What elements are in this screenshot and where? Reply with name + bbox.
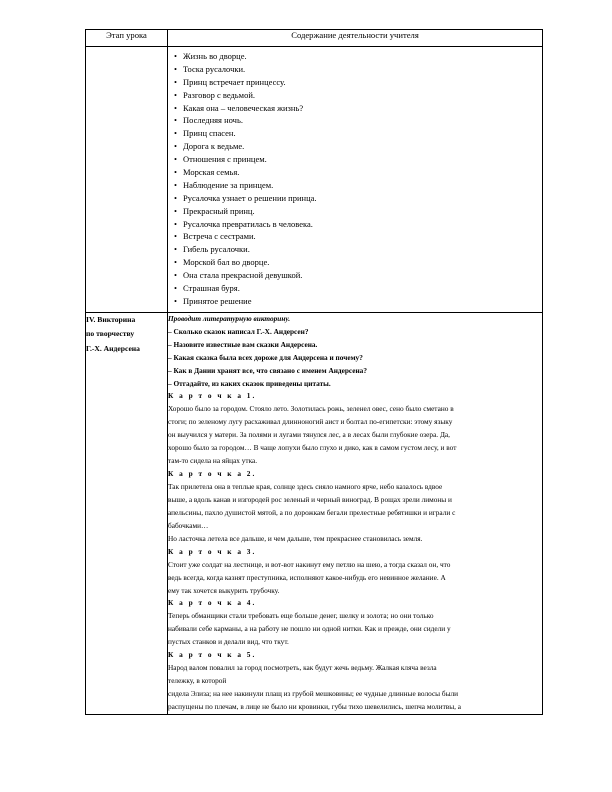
bullet-icon: • — [174, 76, 177, 87]
card-text-line: там-то сидела на яйцах утка. — [168, 456, 258, 466]
table-row-topics — [86, 47, 543, 313]
topic-list-item — [174, 50, 542, 63]
topic-text: Страшная буря. — [183, 283, 240, 294]
topic-list-item — [174, 76, 542, 89]
table-row-quiz — [86, 312, 543, 714]
card-text-line: пустых станков и делали вид, что ткут. — [168, 637, 289, 647]
bullet-icon: • — [174, 167, 177, 178]
card-text-line: хорошо было за городом… В чаще лопухи было глухо и дико, как в самом густом лесу, и вот — [168, 443, 457, 453]
topic-list-item — [174, 243, 542, 256]
topic-text: Прекрасный принц. — [183, 205, 255, 216]
bullet-icon: • — [174, 205, 177, 216]
card-text-line: ему так хочется выкурить трубочку. — [168, 585, 280, 595]
topic-list-item — [174, 140, 542, 153]
card-title: К а р т о ч к а 4. — [168, 598, 257, 608]
topic-text: Принц спасен. — [183, 128, 236, 139]
topic-text: Встреча с сестрами. — [183, 231, 256, 242]
topic-list-item — [174, 218, 542, 231]
bullet-icon: • — [174, 154, 177, 165]
card-text-line: бабочками… — [168, 520, 209, 530]
topic-list-item — [174, 179, 542, 192]
card-text-line: Народ валом повалил за город посмотреть, как будут жечь ведьму. Жалкая кляча везла — [168, 663, 437, 673]
card-title: К а р т о ч к а 1. — [168, 391, 257, 401]
card-text-line: Хорошо было за городом. Стояло лето. Золотилась рожь, зеленел овес, сено было сметано в — [168, 404, 454, 414]
bullet-icon: • — [174, 63, 177, 74]
topic-list-item — [174, 205, 542, 218]
topic-text: Тоска русалочки. — [183, 63, 246, 74]
topic-text: Отношения с принцем. — [183, 154, 267, 165]
stage-cell-empty — [86, 47, 168, 313]
card-text-line: Так прилетела она в теплые края, солнце здесь сияло намного ярче, небо казалось вдвое — [168, 482, 443, 491]
topic-text: Гибель русалочки. — [183, 244, 250, 255]
quiz-question: – Назовите известные вам сказки Андерсена. — [168, 339, 318, 349]
topic-text: Морской бал во дворце. — [183, 257, 270, 268]
quiz-question: – Какая сказка была всех дороже для Андерсена и почему? — [168, 352, 363, 362]
topic-list-item — [174, 153, 542, 166]
topics-list — [168, 47, 542, 312]
topic-text: Последняя ночь. — [183, 115, 243, 126]
table-header-row — [86, 30, 543, 47]
topic-list-item — [174, 230, 542, 243]
topic-text: Дорога к ведьме. — [183, 141, 245, 152]
card-text-line: тележку, в которой — [168, 676, 227, 686]
topic-list-item — [174, 256, 542, 269]
card-text-line: выше, а вдоль канав и изгородей рос зеленый и черный виноград. В рощах зрели лимоны и — [168, 494, 452, 504]
topic-list-item — [174, 282, 542, 295]
card-text-line: распущены по плечам, в лице не было ни кровинки, губы тихо шевелились, шепча молитвы, а — [168, 701, 461, 711]
card-text-line: Теперь обманщики стали требовать еще больше денег, шелку и золота; но они только — [168, 611, 434, 621]
bullet-icon: • — [174, 192, 177, 203]
topic-text: Жизнь во дворце. — [183, 51, 247, 61]
topic-text: Какая она – человеческая жизнь? — [183, 102, 304, 113]
topic-list-item — [174, 295, 542, 308]
topic-text: Морская семья. — [183, 167, 240, 178]
topic-text: Наблюдение за принцем. — [183, 179, 274, 190]
header-content: Содержание деятельности учителя — [168, 30, 543, 47]
stage-cell-quiz — [86, 312, 168, 714]
card-text-line: Стоит уже солдат на лестнице, и вот-вот накинут ему петлю на шею, а тогда сказал он, что — [168, 559, 451, 569]
quiz-question: – Как в Дании хранят все, что связано с именем Андерсена? — [168, 365, 367, 375]
quiz-question: – Отгадайте, из каких сказок приведены цитаты. — [168, 378, 331, 388]
card-text-line: Но ласточка летела все дальше, и чем дальше, тем прекраснее становилась земля. — [168, 533, 423, 543]
card-text-line: апельсины, пахло душистой мятой, а по дорожкам бегали прелестные ребятишки и играли с — [168, 507, 456, 517]
topic-text: Русалочка превратилась в человека. — [183, 218, 313, 229]
topics-cell — [168, 47, 543, 313]
bullet-icon: • — [174, 231, 177, 242]
bullet-icon: • — [174, 295, 177, 306]
bullet-icon: • — [174, 218, 177, 229]
assignment-text: Проводит литературную викторину. — [168, 313, 291, 323]
topic-list-item — [174, 269, 542, 282]
quiz-question: – Сколько сказок написал Г.-Х. Андерсен? — [168, 326, 309, 336]
stage-title-line-3: Г.-Х. Андерсена — [86, 344, 140, 353]
stage-title-line-2: по творчеству — [86, 329, 135, 339]
bullet-icon: • — [174, 115, 177, 126]
topic-list-item — [174, 102, 542, 115]
topic-text: Русалочка узнает о решении принца. — [183, 192, 317, 203]
bullet-icon: • — [174, 283, 177, 294]
bullet-icon: • — [174, 257, 177, 268]
bullet-icon: • — [174, 102, 177, 113]
card-text-line: стоги; по зеленому лугу расхаживал длинноногий аист и болтал по-египетски: этому языку — [168, 417, 453, 427]
card-title: К а р т о ч к а 5. — [168, 650, 257, 660]
topic-list-item — [174, 127, 542, 140]
topic-text: Разговор с ведьмой. — [183, 89, 255, 100]
card-title: К а р т о ч к а 2. — [168, 469, 257, 479]
bullet-icon: • — [174, 141, 177, 152]
topic-text: Принц встречает принцессу. — [183, 76, 286, 87]
stage-title-line-1: IV. Викторина — [86, 314, 136, 324]
topic-text: Принятое решение — [183, 295, 252, 306]
bullet-icon: • — [174, 179, 177, 190]
bullet-icon: • — [174, 51, 177, 61]
card-title: К а р т о ч к а 3. — [168, 546, 257, 556]
topic-list-item — [174, 192, 542, 205]
header-stage: Этап урока — [86, 30, 168, 47]
bullet-icon: • — [174, 128, 177, 139]
topic-list-item — [174, 89, 542, 102]
bullet-icon: • — [174, 270, 177, 281]
topic-list-item — [174, 114, 542, 127]
card-text-line: сидела Элиза; на нее накинули плащ из грубой мешковины; ее чудные длинные волосы были — [168, 689, 459, 698]
bullet-icon: • — [174, 89, 177, 100]
topic-list-item — [174, 166, 542, 179]
card-text-line: набивали себе карманы, а на работу не пошло ни одной нитки. Как и прежде, они сидели у — [168, 624, 451, 634]
card-text-line: ведь всегда, когда казнят преступника, исполняют какое-нибудь его невинное желание. А — [168, 572, 446, 582]
card-text-line: он выучился у матери. За полями и лугами тянулся лес, а в лесах были глубокие озера. Да, — [168, 430, 450, 440]
topic-text: Она стала прекрасной девушкой. — [183, 270, 303, 281]
lesson-table — [85, 29, 543, 715]
topic-list-item — [174, 63, 542, 76]
quiz-content-cell — [168, 312, 543, 714]
bullet-icon: • — [174, 244, 177, 255]
